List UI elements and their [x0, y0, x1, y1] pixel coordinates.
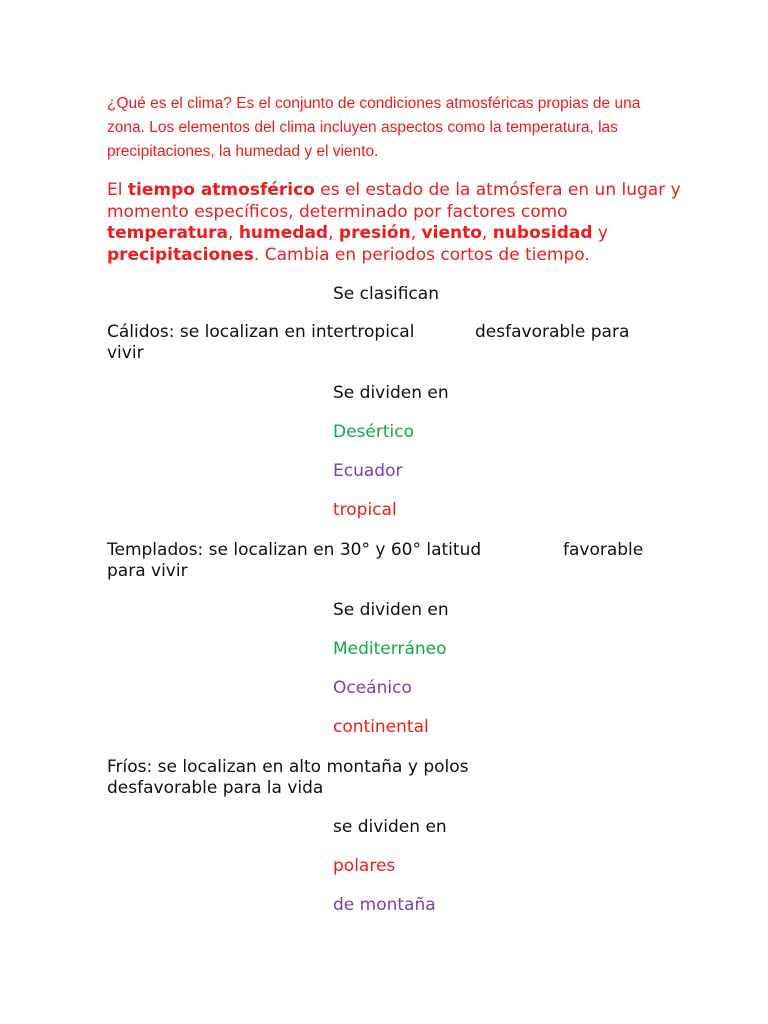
temperate-climate-note: favorable: [563, 540, 644, 560]
separator: ,: [228, 223, 239, 243]
cold-climate-group: [107, 757, 667, 799]
cold-divide-heading: se dividen en: [333, 817, 447, 837]
factor-cloudiness: nubosidad: [492, 223, 593, 243]
weather-text: El: [107, 180, 128, 200]
weather-text: es el estado de la atmósfera en un lugar y momento específicos, determinado por factores como: [107, 180, 681, 222]
weather-definition-paragraph: [107, 180, 687, 266]
temperate-type-continental: continental: [333, 717, 429, 737]
weather-text: . Cambia en periodos cortos de tiempo.: [253, 244, 590, 265]
temperate-type-mediterranean: Mediterráneo: [333, 639, 447, 659]
temperate-climate-group: [107, 540, 667, 582]
cold-type-mountain: de montaña: [333, 895, 436, 915]
separator: y: [592, 223, 608, 243]
intro-paragraph: ¿Qué es el clima? Es el conjunto de condiciones atmosféricas propias de una zona. Los elementos del clima incluyen aspectos como la temperatura, las precipitaciones, la humedad y el viento.: [107, 95, 641, 160]
separator: ,: [410, 223, 422, 243]
separator: ,: [481, 223, 493, 243]
warm-climate-line: Cálidos: se localizan en intertropical: [107, 322, 415, 342]
separator: ,: [328, 223, 339, 243]
classify-heading: Se clasifican: [333, 284, 439, 304]
factor-temperature: temperatura: [107, 223, 229, 243]
factor-wind: viento: [421, 223, 482, 243]
warm-type-ecuador: Ecuador: [333, 461, 403, 481]
warm-divide-heading: Se dividen en: [333, 383, 449, 403]
warm-type-desert: Desértico: [333, 422, 414, 442]
temperate-climate-line: Templados: se localizan en 30° y 60° latitud: [107, 540, 482, 560]
factor-humidity: humedad: [238, 223, 329, 243]
cold-climate-line: Fríos: se localizan en alto montaña y polos: [107, 757, 469, 777]
weather-term: tiempo atmosférico: [127, 180, 315, 200]
warm-climate-group: [107, 322, 667, 364]
factor-pressure: presión: [338, 223, 411, 243]
warm-type-tropical: tropical: [333, 500, 397, 520]
cold-climate-line2: desfavorable para la vida: [107, 778, 324, 798]
factor-precipitation: precipitaciones: [107, 244, 254, 265]
temperate-divide-heading: Se dividen en: [333, 600, 449, 620]
warm-climate-line2: vivir: [107, 343, 144, 363]
temperate-climate-line2: para vivir: [107, 561, 188, 581]
temperate-type-oceanic: Oceánico: [333, 678, 412, 698]
warm-climate-note: desfavorable para: [475, 322, 630, 342]
cold-type-polar: polares: [333, 856, 396, 876]
